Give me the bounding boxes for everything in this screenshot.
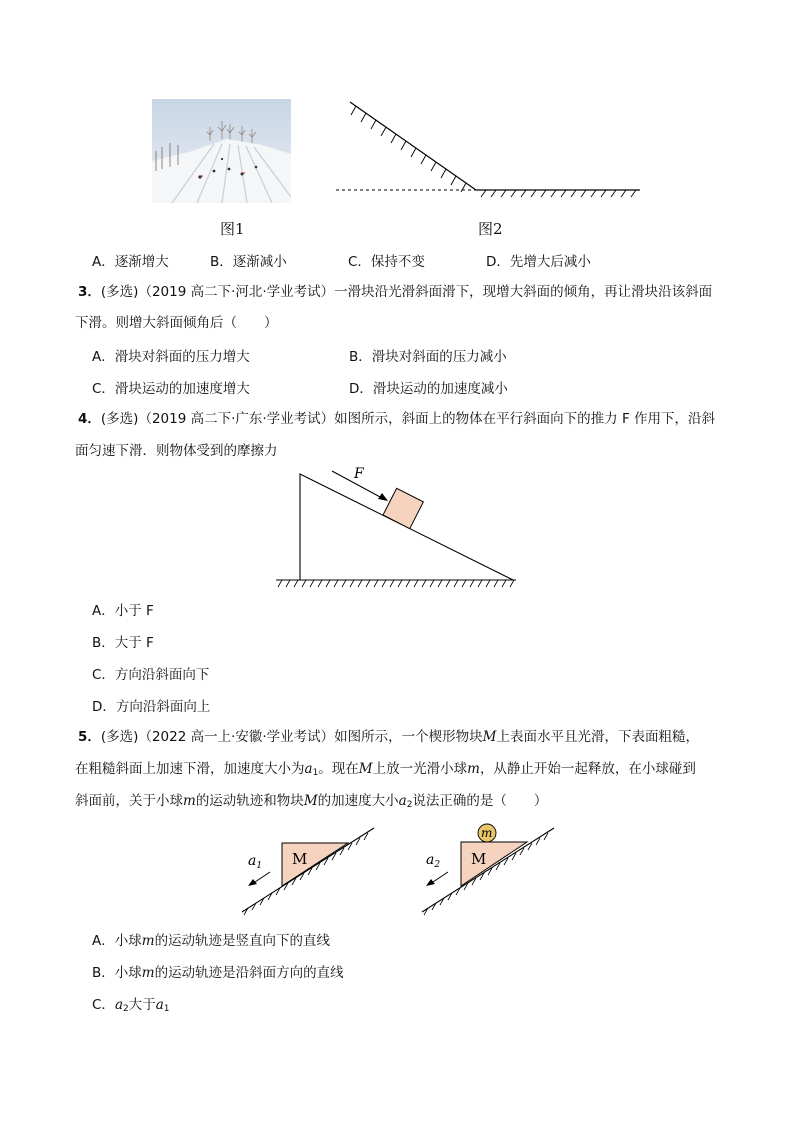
wedge-label-M-2: M	[471, 850, 487, 868]
q5-option-b-symbol: m	[141, 965, 155, 981]
accel-a1-letter: a	[248, 853, 257, 869]
q5-line-3	[75, 791, 547, 815]
ball-label-m: m	[481, 826, 493, 840]
q5-symbol-a2: a	[398, 793, 407, 809]
q5-option-a[interactable]	[92, 929, 330, 949]
q5-symbol-M-2: M	[358, 761, 373, 777]
q5-stem-3c: 的加速度大小	[317, 793, 399, 809]
q5-symbol-M-1: M	[482, 729, 497, 745]
q5-option-a-symbol: m	[141, 933, 155, 949]
q5-option-c[interactable]	[92, 993, 170, 1014]
q5-stem-1a: 如图所示，一个楔形物块	[334, 729, 483, 745]
force-f-label: F	[354, 466, 364, 482]
figure-1-caption: 图1	[220, 220, 245, 238]
q4-line-1	[78, 409, 715, 429]
q3-option-c[interactable]: C．滑块运动的加速度增大	[92, 381, 250, 397]
q5-option-a-prefix: A．小球	[92, 933, 142, 949]
q3-option-b[interactable]: B．滑块对斜面的压力减小	[349, 349, 507, 365]
q4-number: 4．	[78, 411, 101, 427]
q5-line-1	[78, 727, 699, 747]
q3-tag: (多选)（2019 高二下·河北·学业考试）	[100, 284, 335, 300]
incline-with-block-diagram	[270, 458, 525, 593]
wedge-alone-diagram	[236, 822, 386, 917]
q5-symbol-m-2: m	[183, 793, 196, 809]
q5-stem-2b: 。现在	[318, 761, 359, 777]
q4-option-c[interactable]: C．方向沿斜面向下	[92, 667, 210, 683]
q5-line-2	[75, 759, 696, 783]
q3-line-1	[78, 282, 712, 302]
q5-option-c-a2: a	[114, 997, 123, 1013]
q3-line-2: 下滑。则增大斜面倾角后（ ）	[75, 315, 278, 331]
q5-symbol-M-3: M	[303, 793, 318, 809]
q5-option-c-sub2: 2	[123, 1004, 129, 1014]
q2-option-d[interactable]: D．先增大后减小	[486, 254, 591, 270]
q5-option-c-sub1: 1	[163, 1004, 170, 1014]
accel-a2-sub: 2	[434, 860, 441, 870]
q5-stem-1b: 上表面水平且光滑，下表面粗糙，	[496, 729, 699, 745]
q5-symbol-m-1: m	[467, 761, 480, 777]
q4-option-b[interactable]: B．大于 F	[92, 635, 154, 651]
snow-slope-photo	[152, 99, 291, 203]
q4-stem-1: 如图所示，斜面上的物体在平行斜面向下的推力 F 作用下，沿斜	[334, 411, 716, 427]
q5-option-b-text: 的运动轨迹是沿斜面方向的直线	[154, 965, 344, 981]
q5-number: 5．	[78, 729, 101, 745]
q4-tag: (多选)（2019 高二下·广东·学业考试）	[100, 411, 335, 427]
q5-option-a-text: 的运动轨迹是竖直向下的直线	[154, 933, 331, 949]
q4-line-2: 面匀速下滑．则物体受到的摩擦力	[75, 443, 278, 459]
q5-stem-3a: 斜面前，关于小球	[75, 793, 183, 809]
q5-option-b-prefix: B．小球	[92, 965, 142, 981]
q5-stem-2c: 上放一光滑小球	[372, 761, 468, 777]
wedge-with-ball-diagram	[416, 820, 566, 917]
q5-option-c-a1: a	[155, 997, 164, 1013]
q5-tag: (多选)（2022 高一上·安徽·学业考试）	[100, 729, 335, 745]
q2-option-a[interactable]: A．逐渐增大	[92, 254, 169, 270]
q2-option-c[interactable]: C．保持不变	[348, 254, 425, 270]
q5-stem-3d: 说法正确的是（ ）	[412, 793, 548, 809]
q5-stem-2d: ，从静止开始一起释放，在小球碰到	[479, 761, 696, 777]
q4-option-d[interactable]: D．方向沿斜面向上	[92, 699, 211, 715]
q3-option-d[interactable]: D．滑块运动的加速度减小	[349, 381, 508, 397]
slope-diagram	[330, 96, 650, 206]
q5-stem-2a: 在粗糙斜面上加速下滑，加速度大小为	[75, 761, 305, 777]
accel-a2-letter: a	[426, 852, 435, 868]
wedge-label-M-1: M	[292, 850, 308, 868]
q3-number: 3．	[78, 284, 101, 300]
q5-sub-2: 2	[406, 800, 413, 810]
figure-2-caption: 图2	[478, 220, 503, 238]
q5-sub-1: 1	[312, 768, 319, 778]
q5-symbol-a1: a	[304, 761, 313, 777]
accel-a2-label	[426, 852, 440, 870]
q2-option-b[interactable]: B．逐渐减小	[210, 254, 287, 270]
q3-option-a[interactable]: A．滑块对斜面的压力增大	[92, 349, 250, 365]
accel-a1-sub: 1	[256, 861, 263, 871]
q5-option-c-text: 大于	[128, 997, 156, 1013]
accel-a1-label	[248, 853, 262, 871]
q4-option-a[interactable]: A．小于 F	[92, 603, 154, 619]
q5-stem-3b: 的运动轨迹和物块	[195, 793, 304, 809]
q3-stem-1: 一滑块沿光滑斜面滑下，现增大斜面的倾角，再让滑块沿该斜面	[334, 284, 713, 300]
q5-option-b[interactable]	[92, 961, 344, 981]
q5-option-c-prefix: C．	[92, 997, 115, 1013]
